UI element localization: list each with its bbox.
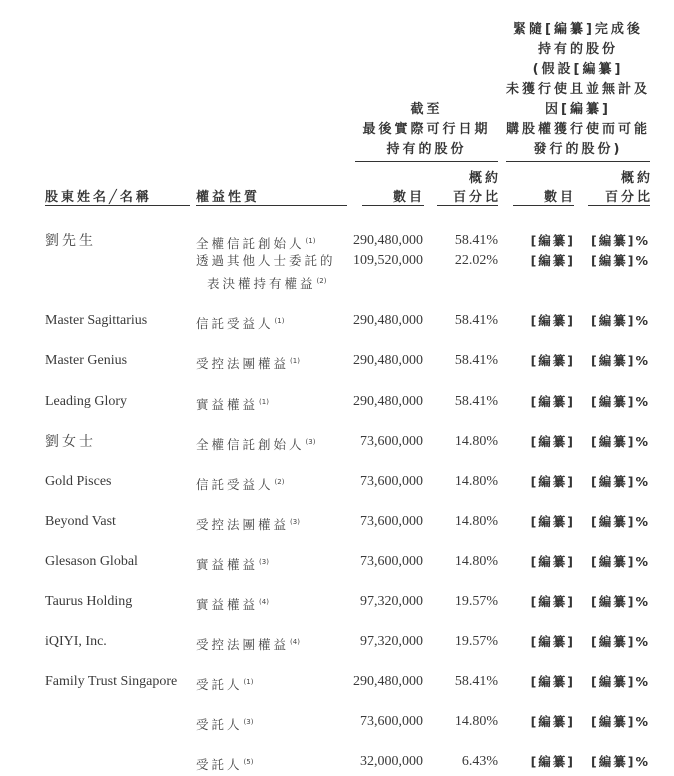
share-percentage: 14.80%	[454, 714, 498, 729]
col-header-nature: 權益性質	[196, 190, 261, 205]
shareholder-name: iQIYI, Inc.	[45, 634, 107, 649]
shareholder-name: Beyond Vast	[45, 514, 116, 529]
group-header-line: 截至	[410, 102, 443, 117]
share-number-after-redacted: [編纂]	[530, 554, 575, 569]
group-header-line: 發行的股份)	[533, 142, 623, 157]
col-header-number-1: 數目	[392, 190, 425, 205]
share-number-after-redacted: [編纂]	[530, 434, 575, 449]
footnote-ref: (1)	[259, 398, 269, 406]
share-number: 73,600,000	[360, 514, 423, 529]
share-percentage-after-redacted: [編纂]%	[591, 674, 650, 689]
interest-nature	[196, 592, 269, 615]
shareholder-name: Family Trust Singapore	[45, 674, 178, 689]
share-percentage: 6.43%	[461, 754, 498, 769]
footnote-ref: (4)	[290, 638, 300, 646]
share-percentage: 58.41%	[454, 394, 498, 409]
shareholder-name: Leading Glory	[45, 394, 128, 409]
col-header-pct-1-line1: 概約	[468, 171, 501, 186]
group-rule-after	[506, 161, 650, 162]
share-number-after-redacted: [編纂]	[530, 714, 575, 729]
footnote-ref: (3)	[259, 558, 269, 566]
col-header-number-2: 數目	[543, 190, 576, 205]
interest-nature-text: 透過其他人士委託的	[196, 253, 336, 268]
group-header-line: 持有的股份	[386, 142, 467, 157]
share-number: 109,520,000	[353, 253, 423, 268]
share-number-after-redacted: [編纂]	[530, 253, 575, 268]
interest-nature-text: 實益權益	[196, 557, 259, 572]
col-header-name: 股東姓名╱名稱	[45, 190, 152, 205]
share-percentage-after-redacted: [編纂]%	[591, 754, 650, 769]
share-number-after-redacted: [編纂]	[530, 353, 575, 368]
share-percentage: 58.41%	[454, 353, 498, 368]
interest-nature	[196, 672, 253, 695]
col-rule-number-1	[362, 205, 424, 206]
interest-nature	[196, 632, 300, 655]
shareholder-name: 劉先生	[45, 233, 96, 249]
share-percentage-after-redacted: [編纂]%	[591, 353, 650, 368]
interest-nature-text: 受控法團權益	[196, 356, 290, 371]
share-number-after-redacted: [編纂]	[530, 233, 575, 248]
footnote-ref: (3)	[290, 518, 300, 526]
group-header-line: 最後實際可行日期	[362, 122, 491, 137]
col-rule-name	[45, 205, 190, 206]
interest-nature-text: 受託人	[196, 757, 243, 772]
share-percentage-after-redacted: [編纂]%	[591, 514, 650, 529]
share-percentage: 19.57%	[454, 594, 498, 609]
footnote-ref: (3)	[243, 718, 254, 726]
share-number: 290,480,000	[353, 674, 423, 689]
footnote-ref: (1)	[243, 678, 254, 686]
share-number: 97,320,000	[360, 594, 423, 609]
share-percentage-after-redacted: [編纂]%	[591, 594, 650, 609]
share-number: 97,320,000	[360, 634, 423, 649]
share-percentage-after-redacted: [編纂]%	[591, 253, 650, 268]
share-percentage-after-redacted: [編纂]%	[591, 233, 650, 248]
interest-nature	[196, 552, 269, 575]
col-header-pct-2-line2: 百分比	[604, 190, 653, 205]
interest-nature-text: 受控法團權益	[196, 517, 290, 532]
share-percentage: 14.80%	[454, 554, 498, 569]
interest-nature	[196, 351, 300, 374]
footnote-ref: (2)	[316, 277, 327, 285]
interest-nature	[196, 432, 315, 455]
share-percentage-after-redacted: [編纂]%	[591, 634, 650, 649]
footnote-ref: (1)	[290, 357, 300, 365]
share-number-after-redacted: [編纂]	[530, 514, 575, 529]
group-header-line: 持有的股份	[537, 42, 618, 57]
share-percentage-after-redacted: [編纂]%	[591, 714, 650, 729]
group-header-latest-practicable-date	[355, 100, 498, 160]
share-percentage: 14.80%	[454, 514, 498, 529]
interest-nature	[196, 712, 253, 735]
share-number-after-redacted: [編纂]	[530, 594, 575, 609]
interest-nature-text: 信託受益人	[196, 477, 274, 492]
shareholder-name: 劉女士	[45, 434, 96, 450]
footnote-ref: (4)	[259, 598, 269, 606]
col-rule-pct-1	[437, 205, 498, 206]
interest-nature	[196, 512, 300, 535]
footnote-ref: (1)	[305, 237, 316, 245]
share-percentage: 58.41%	[454, 313, 498, 328]
interest-nature-text: 受託人	[196, 677, 243, 692]
interest-nature-text: 實益權益	[196, 397, 259, 412]
shareholder-name: Master Sagittarius	[45, 313, 148, 328]
col-header-pct-1-line2: 百分比	[452, 190, 501, 205]
interest-nature-text: 信託受益人	[196, 316, 274, 331]
shareholder-name: Taurus Holding	[45, 594, 133, 609]
group-header-line: 購股權獲行使而可能	[505, 122, 650, 137]
shareholder-name: Gold Pisces	[45, 474, 112, 489]
share-number-after-redacted: [編纂]	[530, 674, 575, 689]
share-number-after-redacted: [編纂]	[530, 754, 575, 769]
share-percentage-after-redacted: [編纂]%	[591, 554, 650, 569]
share-number: 290,480,000	[353, 233, 423, 248]
interest-nature	[196, 392, 269, 415]
interest-nature	[196, 752, 253, 775]
interest-nature	[196, 472, 284, 495]
interest-nature	[196, 251, 336, 294]
share-percentage: 58.41%	[454, 233, 498, 248]
interest-nature-text: 全權信託創始人	[196, 236, 305, 251]
share-percentage-after-redacted: [編纂]%	[591, 394, 650, 409]
col-rule-number-2	[513, 205, 574, 206]
footnote-ref: (2)	[274, 478, 285, 486]
share-percentage-after-redacted: [編纂]%	[591, 434, 650, 449]
share-percentage-after-redacted: [編纂]%	[591, 474, 650, 489]
interest-nature-text: 受控法團權益	[196, 637, 290, 652]
share-number: 73,600,000	[360, 554, 423, 569]
group-header-line: 緊隨[編纂]完成後	[513, 22, 643, 37]
share-number: 290,480,000	[353, 313, 423, 328]
share-number: 290,480,000	[353, 353, 423, 368]
share-number: 290,480,000	[353, 394, 423, 409]
share-number-after-redacted: [編纂]	[530, 474, 575, 489]
interest-nature-text-continued: 表決權持有權益	[207, 276, 316, 291]
group-header-line: (假設[編纂]	[532, 62, 624, 77]
share-percentage: 19.57%	[454, 634, 498, 649]
share-number-after-redacted: [編纂]	[530, 634, 575, 649]
share-number: 32,000,000	[360, 754, 423, 769]
share-number: 73,600,000	[360, 474, 423, 489]
col-rule-nature	[196, 205, 347, 206]
footnote-ref: (3)	[305, 438, 316, 446]
shareholder-name: Master Genius	[45, 353, 128, 368]
group-header-after-completion	[500, 20, 656, 160]
interest-nature-text: 受託人	[196, 717, 243, 732]
share-number-after-redacted: [編纂]	[530, 313, 575, 328]
col-header-pct-2-line1: 概約	[620, 171, 653, 186]
col-rule-pct-2	[588, 205, 650, 206]
share-percentage: 58.41%	[454, 674, 498, 689]
share-percentage: 22.02%	[454, 253, 498, 268]
shareholder-name: Glesason Global	[45, 554, 138, 569]
footnote-ref: (5)	[243, 758, 254, 766]
share-percentage: 14.80%	[454, 434, 498, 449]
interest-nature	[196, 311, 284, 334]
share-number: 73,600,000	[360, 434, 423, 449]
share-percentage-after-redacted: [編纂]%	[591, 313, 650, 328]
share-number-after-redacted: [編纂]	[530, 394, 575, 409]
share-percentage: 14.80%	[454, 474, 498, 489]
interest-nature-text: 全權信託創始人	[196, 437, 305, 452]
interest-nature-text: 實益權益	[196, 597, 259, 612]
share-number: 73,600,000	[360, 714, 423, 729]
group-rule-latest	[355, 161, 498, 162]
group-header-line: 未獲行使且並無計及	[505, 82, 650, 97]
group-header-line: 因[編纂]	[545, 102, 611, 117]
footnote-ref: (1)	[274, 317, 285, 325]
